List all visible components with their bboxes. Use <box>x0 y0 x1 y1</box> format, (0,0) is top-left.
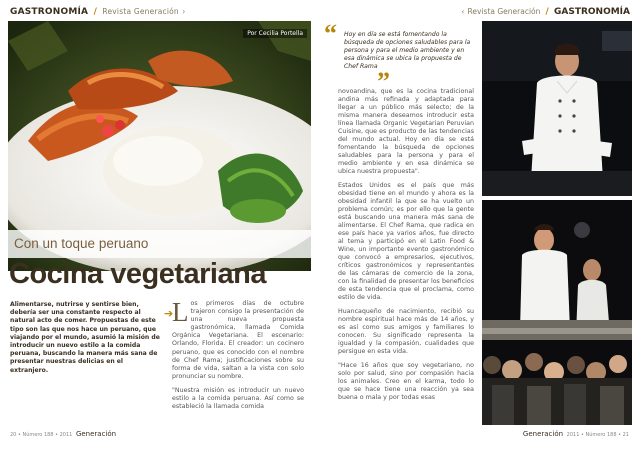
page-info: 2011 • Número 188 • 21 <box>566 432 629 438</box>
body-paragraph: Estados Unidos es el país que más obesidad tiene en el mundo y ahora es la obesidad infantil la que se ha vuelto un problema común; es por ello que la gente está buscando una manera más sana de alimentarse. El Chef Rama, que radica en ese país hace ya varios años, fue directo al tema y participó en el Latin Food & Wine, un importante evento gastronómico que convocó a empresarios, ejecutivos, críticos gastronómicos y representantes de las cámaras de comercio de la zona, con la finalidad de presentar los beneficios de esta tendencia que el proclama, como estilo de vida. <box>338 182 474 301</box>
paragraph-text: os primeros días de octubre trajeron consigo la presentación de una nueva propuesta gastronómica, llamada Comida Orgánica Vegetariana. El escenario: Orlando, Florida. El creador: un cocinero peruano, que es conocido con el nombre de Chef Rama; justificaciones sobre su forma de vida, saltan a la vista con solo pronunciar su nombre. <box>172 300 304 380</box>
magazine-name: Revista Generación <box>467 7 541 16</box>
header-separator: / <box>545 7 549 17</box>
open-quote-icon: “ <box>324 19 337 48</box>
footer-magazine-name: Generación <box>75 430 117 438</box>
photo-credit: Por Cecilia Portella <box>243 29 307 38</box>
footer-right <box>523 430 629 438</box>
section-name: GASTRONOMÍA <box>553 7 630 17</box>
article-intro: Alimentarse, nutrirse y sentirse bien, debería ser una constante respecto al natural acto de comer. Propuestas de este tipo son las que nos hace un peruano, que viajando por el mundo, asumió la misión de introducir un nuevo estilo a la comida peruana, buscando la manera más sana de presentar nuestras delicias en el extranjero. <box>10 301 160 374</box>
body-paragraph: novoandina, que es la cocina tradicional andina más refinada y adaptada para llegar a un público más selecto; de la misma manera deseamos introducir esta línea llamada Organic Vegetarian Peruvian Cuisine, que es producto de las tendencias del mundo actual. Hoy en día se está fomentando la búsqueda de opciones saludables para la persona y para el medio ambiente y en esa dinámica se ubica nuestra propuesta". <box>338 88 474 175</box>
article-subtitle: Con un toque peruano <box>14 236 149 251</box>
chef-illustration <box>482 21 632 196</box>
body-column-1 <box>172 297 304 417</box>
body-paragraph: "Hace 16 años que soy vegetariano, no solo por salud, sino por compasión hacia los animales. Creo en el karma, todo lo que se hace tiene una reacción ya sea buena o mala y por todas esas <box>338 362 474 401</box>
body-paragraph: Huancaqueño de nacimiento, recibió su nombre espiritual hace más de 14 años, y es así como sus amigos y familiares lo conocen. Su significado representa la igualdad y la compasión, cualidades que persigue en esta vida. <box>338 308 474 355</box>
header-separator: / <box>93 7 98 17</box>
body-column-2 <box>338 88 474 408</box>
section-header-left <box>10 7 185 17</box>
article-title: Cocina vegetariana <box>9 258 266 290</box>
footer-magazine-name: Generación <box>522 430 564 438</box>
section-name: GASTRONOMÍA <box>10 7 89 17</box>
body-paragraph: "Nuestra misión es introducir un nuevo estilo a la comida peruana. Así como se estableció la llamada comida <box>172 386 304 411</box>
section-header-right <box>461 7 630 17</box>
event-photo <box>482 200 632 425</box>
body-paragraph <box>172 297 304 381</box>
dropcap: L <box>172 297 189 327</box>
footer-left <box>10 430 116 438</box>
pull-quote-text: Hoy en día se está fomentando la búsqueda de opciones saludables para la persona y para el medio ambiente y en esa dinámica se ubica la propuesta de Chef Rama <box>344 31 471 70</box>
event-illustration <box>482 200 632 425</box>
header-arrow: › <box>182 7 186 16</box>
chef-photo <box>482 21 632 196</box>
page-info: 20 • Número 188 • 2011 <box>10 432 73 438</box>
arrow-right-icon: ➔ <box>164 307 174 320</box>
magazine-name: Revista Generación <box>102 7 179 16</box>
header-arrow: ‹ <box>461 7 465 16</box>
pull-quote <box>324 19 478 96</box>
close-quote-icon: ” <box>377 67 390 96</box>
